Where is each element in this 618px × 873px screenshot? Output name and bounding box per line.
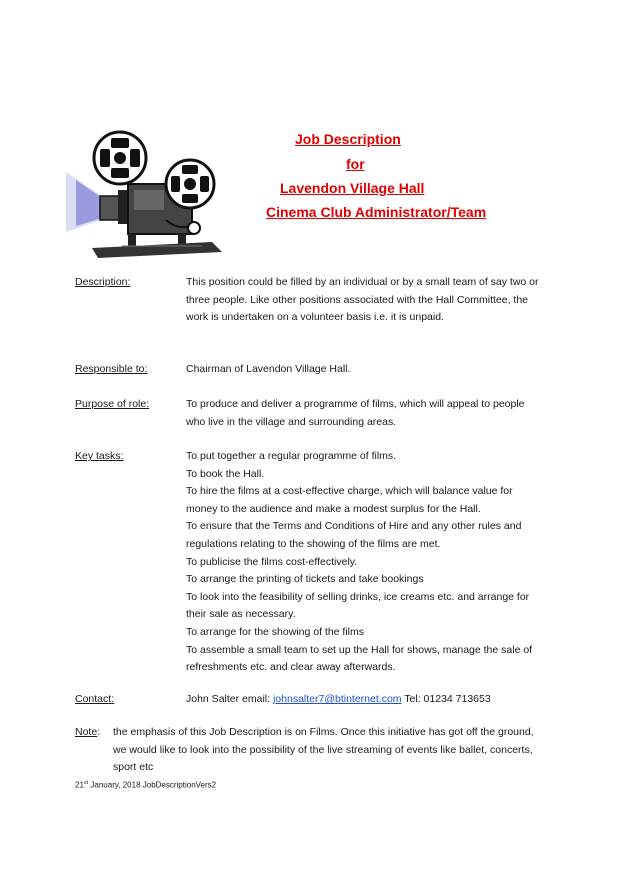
- title-line-1: Job Description: [295, 131, 401, 147]
- label-colon: :: [120, 450, 124, 462]
- description-text: This position could be filled by an individual or by a small team of say two or three people. Like other positions associated with the Hall Committee, the work is undertaken on a volunteer basis i.e. it is unpaid.: [186, 276, 539, 324]
- note-text: the emphasis of this Job Description is on Films. Once this initiative has got off the ground, we would like to look into the possibility of the live streaming of events like ballet, concerts, sport etc: [113, 726, 534, 774]
- title-line-4: Cinema Club Administrator/Team: [266, 204, 487, 220]
- footer: [75, 778, 216, 791]
- key-task-item: To ensure that the Terms and Conditions of Hire and any other rules and regulations relating to the showing of the films are met.: [186, 520, 522, 550]
- key-task-item: To arrange for the showing of the films: [186, 625, 365, 638]
- responsible-label: Responsible to: [75, 363, 145, 375]
- footer-day: 21: [75, 780, 84, 790]
- label-colon: :: [111, 693, 115, 705]
- purpose-label: Purpose of role: [75, 398, 147, 410]
- contact-tel: Tel: 01234 713653: [404, 693, 491, 705]
- label-colon: :: [146, 398, 150, 410]
- footer-day-suffix: st: [83, 780, 89, 786]
- description-label: Description: [75, 276, 128, 288]
- title-line-3: Lavendon Village Hall: [280, 180, 425, 196]
- contact-email-link[interactable]: johnsalter7@btinternet.com: [272, 693, 402, 705]
- key-task-item: To hire the films at a cost-effective charge, which will balance value for money to the audience and make a modest surplus for the Hall.: [186, 485, 513, 515]
- key-task-item: To assemble a small team to set up the Hall for shows, manage the sale of refreshments etc. and clear away afterwards.: [186, 643, 533, 674]
- title-block: [240, 128, 580, 228]
- key-task-item: To look into the feasibility of selling drinks, ice creams etc. and arrange for their sale as necessary.: [186, 590, 530, 621]
- label-colon: :: [144, 363, 148, 375]
- film-projector-icon: [62, 128, 224, 260]
- note-label: Note: [75, 726, 98, 738]
- label-colon: :: [127, 276, 131, 288]
- contact-name: John Salter email:: [186, 693, 271, 705]
- key-tasks-label: Key tasks: [75, 450, 121, 462]
- key-task-item: To put together a regular programme of films.: [186, 450, 397, 462]
- label-colon: :: [97, 726, 101, 738]
- key-task-item: To publicise the films cost-effectively.: [186, 555, 358, 568]
- key-task-item: To arrange the printing of tickets and take bookings: [186, 573, 424, 586]
- responsible-text: Chairman of Lavendon Village Hall.: [186, 363, 351, 375]
- footer-rest: January, 2018 JobDescriptionVers2: [88, 780, 217, 790]
- title-line-2: for: [346, 156, 365, 172]
- key-task-item: To book the Hall.: [186, 467, 265, 480]
- contact-label: Contact: [75, 693, 112, 705]
- purpose-text: To produce and deliver a programme of films, which will appeal to people who live in the village and surrounding areas.: [186, 398, 525, 428]
